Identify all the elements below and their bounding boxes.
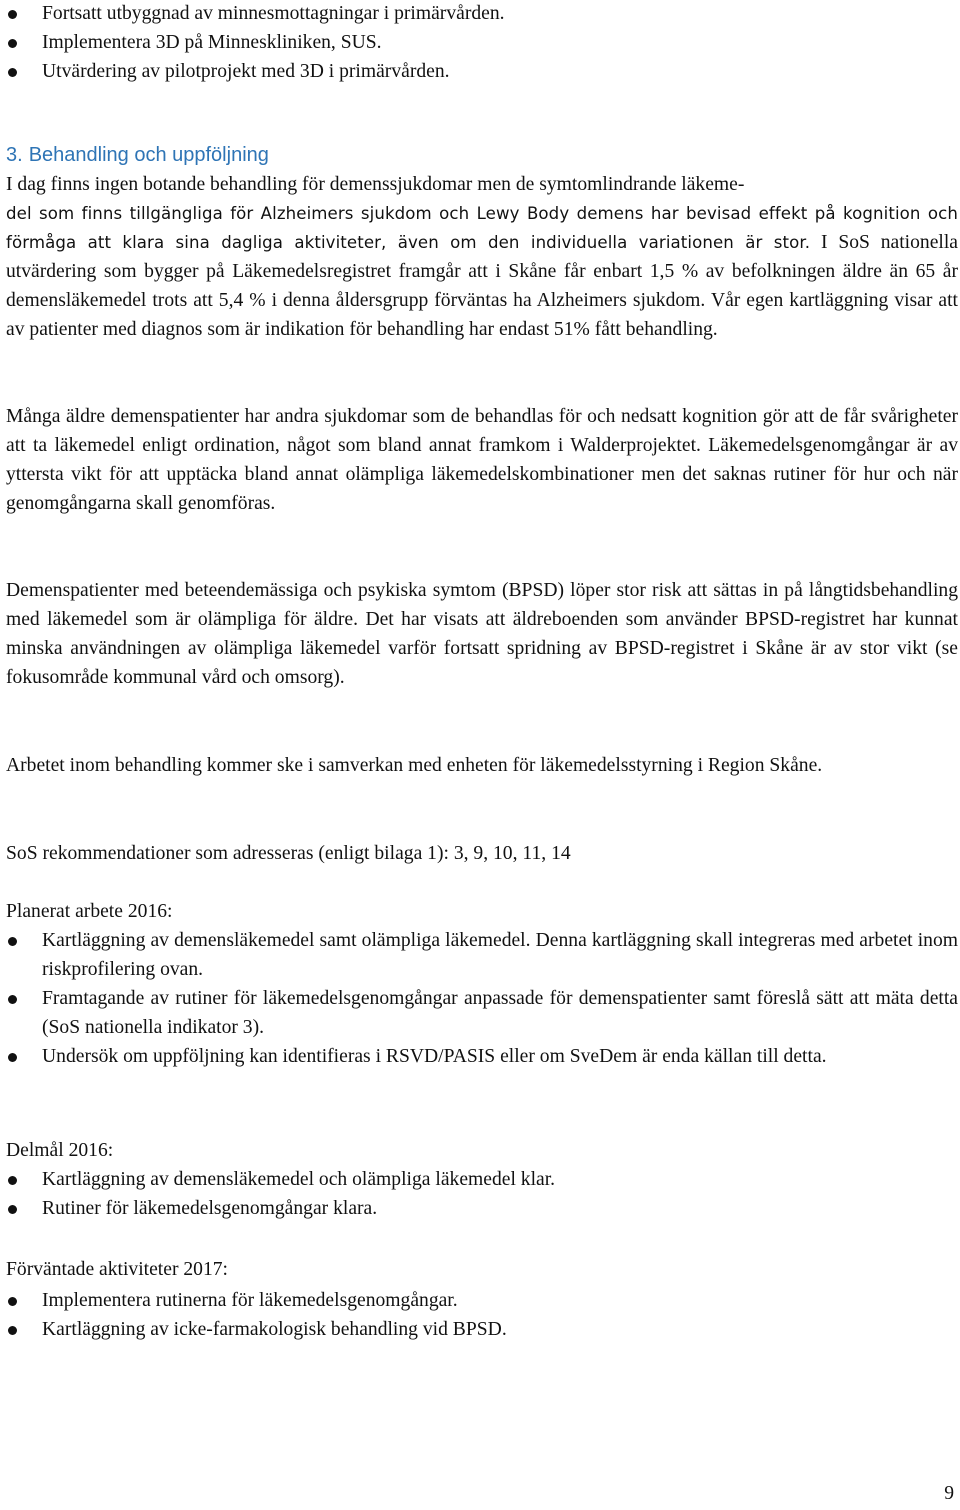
bullet-icon — [8, 10, 17, 19]
list-item — [0, 984, 958, 1042]
list-item — [0, 1165, 958, 1194]
list-item-text: Kartläggning av demensläkemedel samt olämpliga läkemedel. Denna kartläggning skall integreras med arbetet inom riskprofilering ovan. — [42, 930, 958, 980]
expected-activities-label: Förväntade aktiviteter 2017: — [6, 1259, 228, 1280]
list-item — [0, 28, 958, 57]
bullet-icon — [8, 1205, 17, 1214]
bullet-icon — [8, 39, 17, 48]
planned-work-label: Planerat arbete 2016: — [6, 901, 173, 922]
section-number: 3. — [6, 144, 23, 166]
list-item — [0, 1042, 958, 1071]
list-item-text: Utvärdering av pilotprojekt med 3D i primärvården. — [42, 61, 450, 82]
top-bullet-list — [0, 0, 958, 86]
list-item — [0, 1286, 958, 1315]
list-item-text: Fortsatt utbyggnad av minnesmottagningar i primärvården. — [42, 3, 505, 24]
page-number: 9 — [944, 1483, 954, 1504]
bullet-icon — [8, 937, 17, 946]
list-item-text: Implementera rutinerna för läkemedelsgenomgångar. — [42, 1290, 458, 1311]
list-item-text: Implementera 3D på Minneskliniken, SUS. — [42, 32, 382, 53]
bullet-icon — [8, 1053, 17, 1062]
bullet-icon — [8, 1297, 17, 1306]
paragraph-treatment — [6, 170, 958, 344]
list-item — [0, 1315, 958, 1344]
list-item — [0, 926, 958, 984]
paragraph-elderly: Många äldre demenspatienter har andra sjukdomar som de behandlas för och nedsatt kognition gör att de får svårigheter att ta läkemedel enligt ordination, något som bland annat framkom i Walderprojektet. Läkemedelsgenomgångar är av yttersta vikt för att upptäcka bland annat olämpliga läkemedelskombinationer men det saknas rutiner för hur och när genomgångarna skall genomföras. — [6, 406, 958, 514]
list-item — [0, 0, 958, 28]
section-heading — [6, 141, 269, 170]
bullet-icon — [8, 1176, 17, 1185]
goals-list — [0, 1165, 958, 1223]
list-item-text: Undersök om uppföljning kan identifieras i RSVD/PASIS eller om SveDem är enda källan till detta. — [42, 1046, 827, 1067]
list-item-text: Framtagande av rutiner för läkemedelsgenomgångar anpassade för demenspatienter samt föreslå sätt att mäta detta (SoS nationella indikator 3). — [42, 988, 958, 1038]
paragraph-text-sans: del som finns tillgängliga för Alzheimers sjukdom och Lewy Body demens har bevisad effekt på kognition och förmåga att klara sina dagliga aktiviteter, även om den individuella variationen är stor. — [6, 204, 958, 252]
planned-work-list — [0, 926, 958, 1071]
paragraph-recommendations: SoS rekommendationer som adresseras (enligt bilaga 1): 3, 9, 10, 11, 14 — [6, 843, 571, 864]
goals-label: Delmål 2016: — [6, 1140, 114, 1161]
section-title: Behandling och uppföljning — [28, 144, 269, 166]
list-item — [0, 1194, 958, 1223]
paragraph-text: I dag finns ingen botande behandling för demenssjukdomar men de symtomlindrande läkeme- — [6, 174, 745, 195]
paragraph-bpsd: Demenspatienter med beteendemässiga och psykiska symtom (BPSD) löper stor risk att sättas in på långtidsbehandling med läkemedel som är olämpliga för äldre. Det har visats att äldreboenden som använder BPSD-registret har kunnat minska användningen av olämpliga läkemedel varför fortsatt spridning av BPSD-registret i Skåne är av stor vikt (se fokusområde kommunal vård och omsorg). — [6, 580, 958, 688]
list-item-text: Rutiner för läkemedelsgenomgångar klara. — [42, 1198, 378, 1219]
list-item-text: Kartläggning av demensläkemedel och olämpliga läkemedel klar. — [42, 1169, 556, 1190]
bullet-icon — [8, 1326, 17, 1335]
paragraph-cooperation: Arbetet inom behandling kommer ske i samverkan med enheten för läkemedelsstyrning i Region Skåne. — [6, 755, 823, 776]
bullet-icon — [8, 68, 17, 77]
paragraph-text: I SoS nationella utvärdering som bygger på Läkemedelsregistret framgår att i Skåne får enbart 1,5 % av befolkningen äldre än 65 år demensläkemedel trots att 5,4 % i denna åldersgrupp förväntas ha Alzheimers sjukdom. Vår egen kartläggning visar att av patienter med diagnos som är indikation för behandling har endast 51% fått behandling. — [6, 232, 959, 340]
expected-activities-list — [0, 1286, 958, 1344]
bullet-icon — [8, 995, 17, 1004]
list-item — [0, 57, 958, 86]
list-item-text: Kartläggning av icke-farmakologisk behandling vid BPSD. — [42, 1319, 507, 1340]
